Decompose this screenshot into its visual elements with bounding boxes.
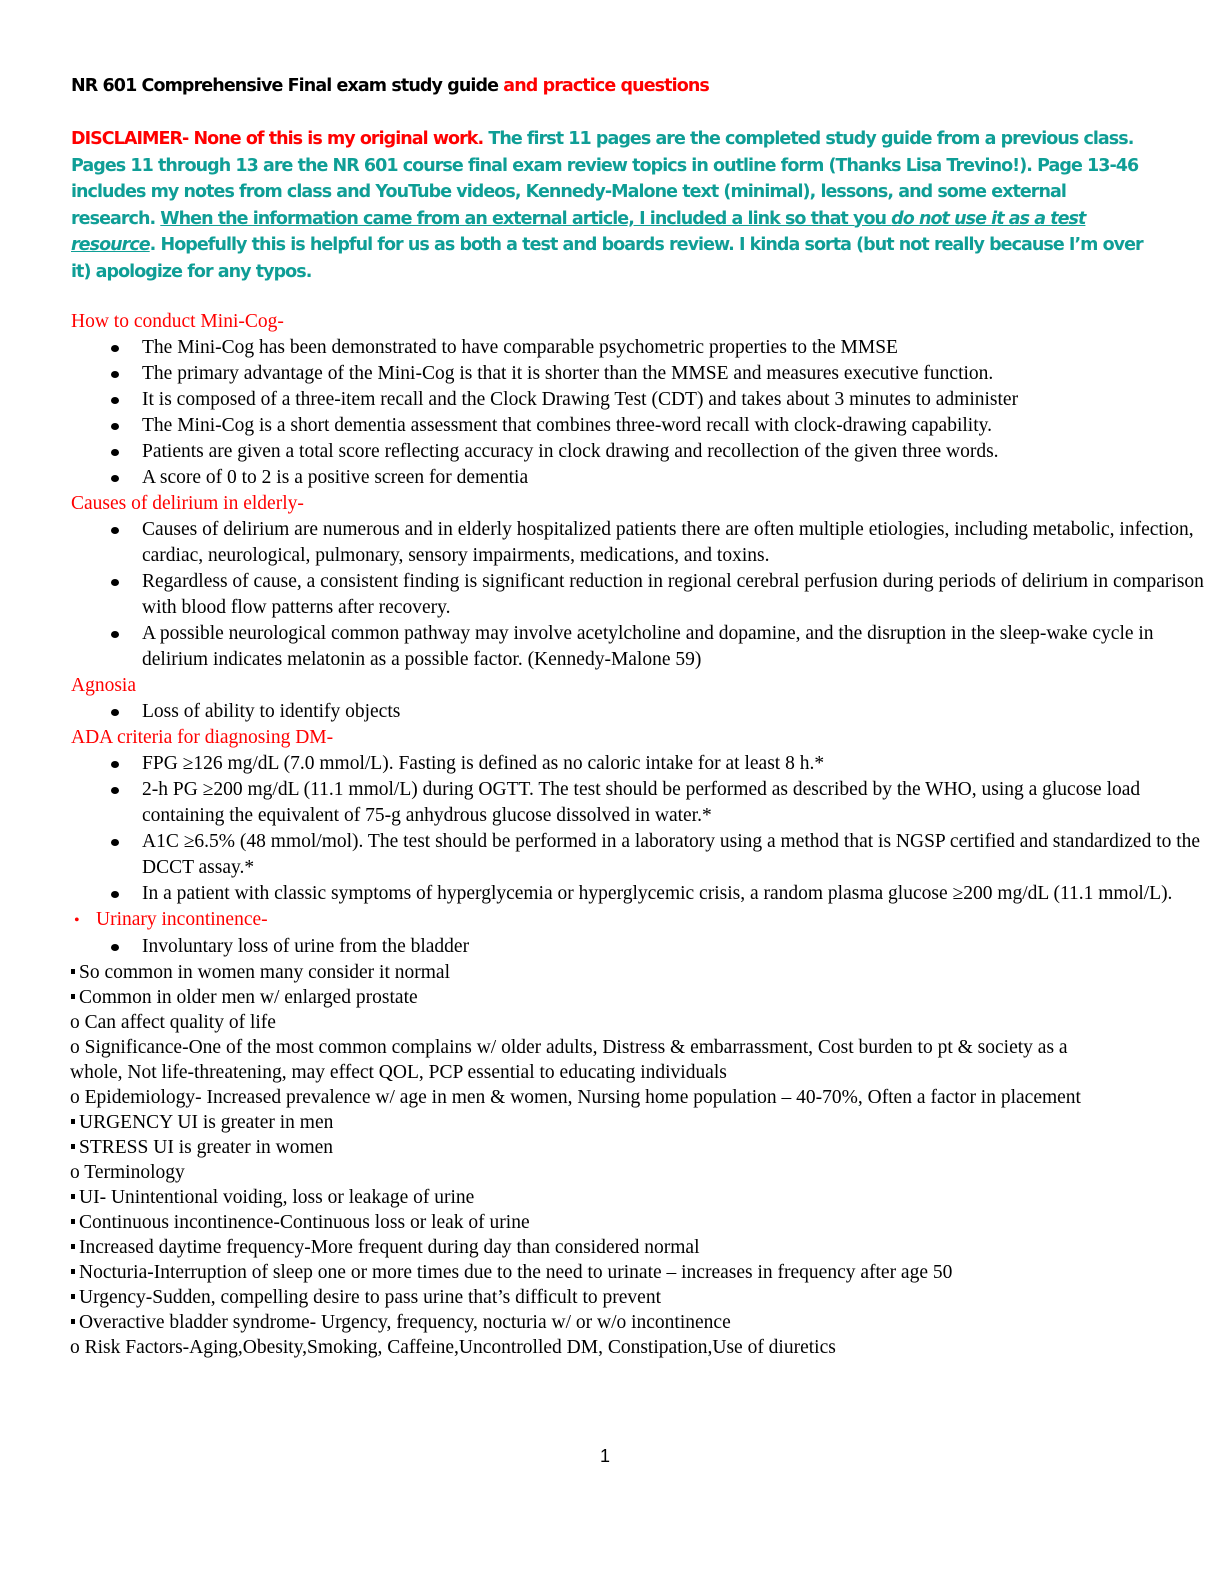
section-heading: Agnosia [71,675,136,696]
section-heading: ADA criteria for diagnosing DM- [71,727,334,748]
square-bullet-icon [71,969,75,974]
bullet-icon [111,787,119,794]
outline-line: Nocturia-Interruption of sleep one or more times due to the need to urinate – increases in frequency after age 50 [70,1260,1120,1285]
section-agnosia [71,673,1161,725]
section-heading: • Urinary incontinence- [71,907,1161,934]
outline-line: So common in women many consider it normal [70,960,1120,985]
bullet-icon [111,449,119,456]
square-bullet-icon [71,1219,75,1224]
square-bullet-icon [71,1294,75,1299]
title-main: NR 601 Comprehensive Final exam study guide [71,76,504,96]
outline-line: Overactive bladder syndrome- Urgency, frequency, nocturia w/ or w/o incontinence [70,1310,1120,1335]
outline-line: STRESS UI is greater in women [70,1135,1120,1160]
title-highlight: and practice questions [503,76,709,96]
outline-line: o Terminology [70,1162,185,1183]
bullet-icon [111,397,119,404]
bullet-icon [111,839,119,846]
bullet-icon [111,371,119,378]
bullet-icon [111,944,119,951]
list-item: 2-h PG ≥200 mg/dL (11.1 mmol/L) during OGTT. The test should be performed as described by the WHO, using a glucose load containing the equivalent of 75-g anhydrous glucose dissolved in water.* [71,777,1207,829]
bullet-icon [111,345,119,352]
section-heading: Causes of delirium in elderly- [71,493,304,514]
outline-line: o Can affect quality of life [70,1012,276,1033]
outline-line: UI- Unintentional voiding, loss or leakage of urine [70,1185,1120,1210]
bullet-icon [111,423,119,430]
disclaimer-underlined: When the information came from an external article, I included a link so that you [160,208,892,229]
list-item: Loss of ability to identify objects [71,699,1207,725]
square-bullet-icon [71,1119,75,1124]
list-item: A score of 0 to 2 is a positive screen for dementia [71,465,1207,491]
square-bullet-icon [71,1244,75,1249]
bullet-icon [111,709,119,716]
list-item: Regardless of cause, a consistent finding is significant reduction in regional cerebral perfusion during periods of delirium in comparison with blood flow patterns after recovery. [71,569,1207,621]
square-bullet-icon [71,1194,75,1199]
square-bullet-icon [71,994,75,999]
document-title [71,73,1161,99]
section-heading: How to conduct Mini-Cog- [71,311,284,332]
list-item: The Mini-Cog is a short dementia assessment that combines three-word recall with clock-drawing capability. [71,413,1207,439]
disclaimer-text: The first 11 pages are the completed study guide from a previous class. Pages 11 through 13 are the NR 601 course final exam review topics in outline form (Thanks Lisa Trevino!). Page 13-46 includes my notes from class and YouTube videos, Kennedy-Malone text (minimal), lessons, and some external research. [71,129,1139,229]
list-item: A1C ≥6.5% (48 mmol/mol). The test should be performed in a laboratory using a method that is NGSP certified and standardized to the DCCT assay.* [71,829,1207,881]
outline-line: o Epidemiology- Increased prevalence w/ age in men & women, Nursing home population – 40-70%, Often a factor in placement [70,1087,1081,1108]
outline-line: Urgency-Sudden, compelling desire to pass urine that’s difficult to prevent [70,1285,1120,1310]
section-urinary-incontinence [71,907,1161,960]
list-item: In a patient with classic symptoms of hyperglycemia or hyperglycemic crisis, a random plasma glucose ≥200 mg/dL (11.1 mmol/L). [71,881,1207,907]
page-number: 1 [599,1446,610,1466]
square-bullet-icon [71,1269,75,1274]
list-item: Patients are given a total score reflecting accuracy in clock drawing and recollection of the given three words. [71,439,1207,465]
section-ada-criteria [71,725,1201,907]
incontinence-outline [70,960,1161,1360]
outline-line: Increased daytime frequency-More frequent during day than considered normal [70,1235,1120,1260]
section-mini-cog [71,309,1161,491]
list-item: It is composed of a three-item recall and the Clock Drawing Test (CDT) and takes about 3 minutes to administer [71,387,1207,413]
heading-bullet-icon: • [74,912,80,929]
outline-line: o Significance-One of the most common complains w/ older adults, Distress & embarrassment, Cost burden to pt & society as a whole, Not life-threatening, may effect QOL, PCP essential to educating individuals [70,1037,1068,1083]
bullet-icon [111,631,119,638]
bullet-icon [111,475,119,482]
disclaimer-paragraph [71,126,1151,285]
square-bullet-icon [71,1319,75,1324]
disclaimer-text-end: . Hopefully this is helpful for us as both a test and boards review. I kinda sorta (but not really because I’m over it) apologize for any typos. [71,235,1143,282]
outline-line: Continuous incontinence-Continuous loss or leak of urine [70,1210,1120,1235]
section-delirium [71,491,1204,673]
bullet-icon [111,527,119,534]
bullet-icon [111,579,119,586]
list-item: Involuntary loss of urine from the bladder [71,934,1207,960]
square-bullet-icon [71,1144,75,1149]
bullet-icon [111,891,119,898]
outline-line: o Risk Factors-Aging,Obesity,Smoking, Caffeine,Uncontrolled DM, Constipation,Use of diuretics [70,1337,836,1358]
document-page [70,70,1204,1360]
bullet-icon [111,761,119,768]
disclaimer-underlined-italic: do not use it as a test resource [71,208,1086,255]
list-item: Causes of delirium are numerous and in elderly hospitalized patients there are often multiple etiologies, including metabolic, infection, cardiac, neurological, pulmonary, sensory impairments, medications, and toxins. [71,517,1207,569]
list-item: The primary advantage of the Mini-Cog is that it is shorter than the MMSE and measures executive function. [71,361,1207,387]
disclaimer-lead: DISCLAIMER- None of this is my original work. [71,129,484,149]
list-item: The Mini-Cog has been demonstrated to have comparable psychometric properties to the MMSE [71,335,1207,361]
list-item: A possible neurological common pathway may involve acetylcholine and dopamine, and the disruption in the sleep-wake cycle in delirium indicates melatonin as a possible factor. (Kennedy-Malone 59) [71,621,1207,673]
list-item: FPG ≥126 mg/dL (7.0 mmol/L). Fasting is defined as no caloric intake for at least 8 h.* [71,751,1207,777]
outline-line: URGENCY UI is greater in men [70,1110,1120,1135]
outline-line: Common in older men w/ enlarged prostate [70,985,1120,1010]
